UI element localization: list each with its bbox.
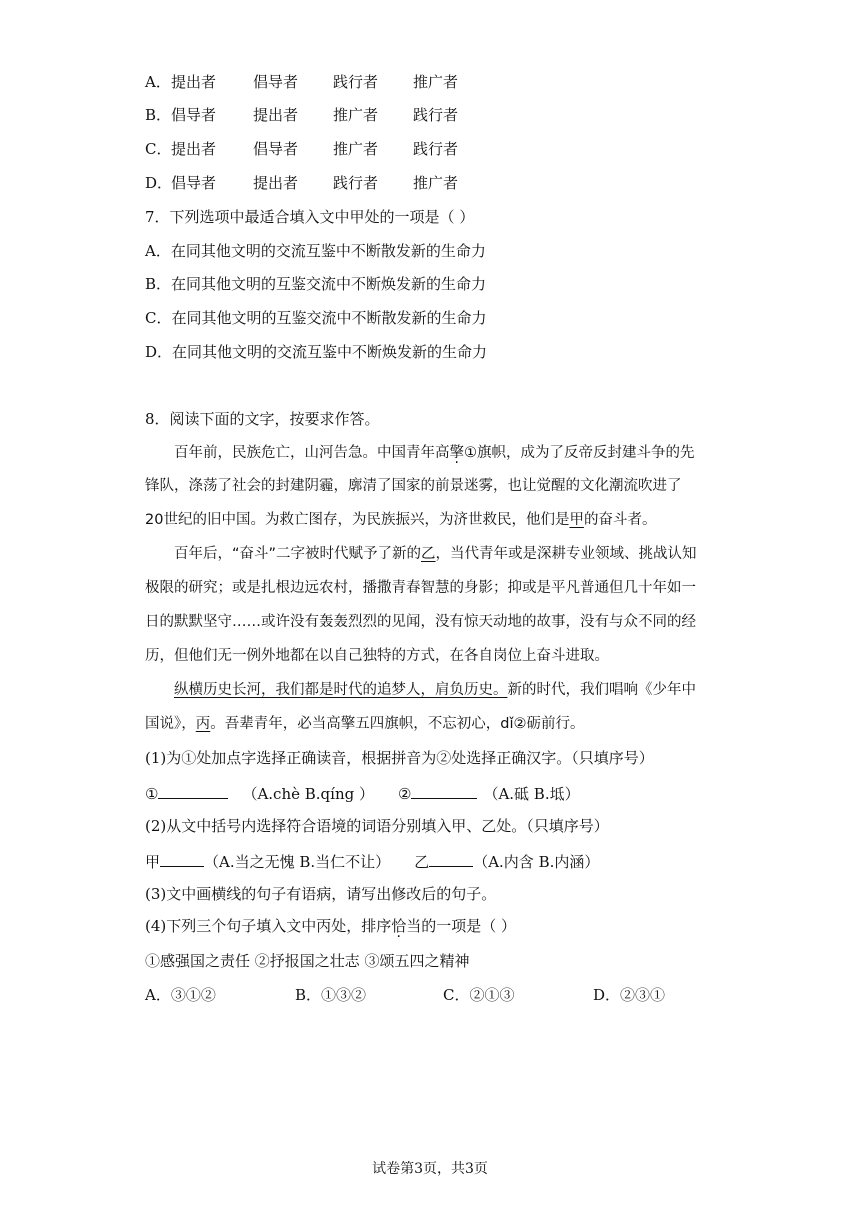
text: ，当代青年或是深耕专业领域、挑战认知 bbox=[435, 546, 697, 562]
option-word: 倡导者 bbox=[253, 140, 299, 158]
page-footer: 试卷第3页，共3页 bbox=[372, 1161, 488, 1177]
text: 20世纪的旧中国。为救亡图存，为民族振兴，为济世救民，他们是 bbox=[145, 512, 570, 528]
option-word: 践行者 bbox=[413, 106, 459, 124]
q7-stem: 7．下列选项中最适合填入文中甲处的一项是（ ） bbox=[145, 208, 475, 226]
q8-sub2: (2)从文中括号内选择符合语境的词语分别填入甲、乙处。（只填序号） bbox=[145, 817, 609, 835]
option-word: 提出者 bbox=[171, 73, 217, 91]
passage-p2-line4: 历，但他们无一例外地都在以自己独特的方式，在各自岗位上奋斗进取。 bbox=[145, 648, 609, 664]
q6-option-b bbox=[145, 105, 493, 125]
passage-p2-line3: 日的默默坚守……或许没有轰轰烈烈的见闻，没有惊天动地的故事，没有与众不同的经 bbox=[145, 614, 696, 630]
q7-option-c: C．在同其他文明的互鉴交流中不断散发新的生命力 bbox=[145, 309, 487, 327]
option-label: A． bbox=[145, 73, 171, 91]
passage-p2-line1 bbox=[174, 544, 746, 564]
answer-blank-yi[interactable] bbox=[429, 850, 473, 867]
text: 新的时代，我们唱响《少年中 bbox=[507, 682, 696, 698]
q8-sub4 bbox=[145, 916, 516, 936]
option-word: 倡导者 bbox=[171, 174, 217, 192]
option-word: 践行者 bbox=[333, 174, 379, 192]
text: 当的一项是（ ） bbox=[406, 917, 517, 935]
q6-option-a bbox=[145, 72, 493, 92]
answer-blank-2[interactable] bbox=[411, 782, 477, 799]
dotted-char: 恰 bbox=[391, 917, 407, 935]
option-a: A．③①② bbox=[145, 986, 216, 1004]
q8-sub3: (3)文中画横线的句子有语病，请写出修改后的句子。 bbox=[145, 885, 497, 903]
q8-sub2-answers bbox=[145, 850, 599, 872]
q8-stem: 8．阅读下面的文字，按要求作答。 bbox=[145, 410, 380, 428]
option-word: 提出者 bbox=[253, 106, 299, 124]
q7-option-b: B．在同其他文明的互鉴交流中不断焕发新的生命力 bbox=[145, 275, 487, 293]
passage-p2-line2: 极限的研究；或是扎根边远农村，播撒青春智慧的身影；抑或是平凡普通但几十年如一 bbox=[145, 580, 696, 596]
text: 百年后，“奋斗”二字被时代赋予了新的 bbox=[174, 546, 422, 562]
underlined-sentence: 纵横历史长河，我们都是时代的追梦人，肩负历史。 bbox=[174, 682, 508, 698]
text: 百年前，民族危亡，山河告急。中国青年高 bbox=[174, 445, 450, 461]
blank-yi: 乙 bbox=[421, 546, 436, 562]
option-d: D．②③① bbox=[593, 986, 666, 1004]
choices: （A.内含 B.内涵） bbox=[473, 853, 600, 871]
choices: （A.砥 B.坻） bbox=[483, 785, 580, 803]
option-b: B．①③② bbox=[295, 986, 367, 1004]
option-word: 践行者 bbox=[333, 73, 379, 91]
blank-label: ② bbox=[397, 785, 412, 803]
option-word: 推广者 bbox=[333, 140, 379, 158]
blank-label: ① bbox=[145, 785, 159, 803]
answer-blank-jia[interactable] bbox=[160, 850, 204, 867]
dotted-char: 擎 bbox=[449, 445, 464, 461]
passage-p1-line1 bbox=[174, 443, 746, 463]
blank-label: 甲 bbox=[145, 853, 161, 871]
blank-bing: 丙 bbox=[195, 716, 211, 732]
blank-jia: 甲 bbox=[569, 512, 584, 528]
q8-sub1-answers bbox=[145, 782, 580, 804]
option-c: C．②①③ bbox=[443, 986, 515, 1004]
option-word: 践行者 bbox=[413, 140, 459, 158]
text: 。吾辈青年，必当高擎五四旗帜，不忘初心，dǐ②砺前行。 bbox=[210, 716, 585, 732]
passage-p3-line2 bbox=[145, 714, 717, 734]
text: ①旗帜，成为了反帝反封建斗争的先 bbox=[464, 445, 695, 461]
q8-sub1: (1)为①处加点字选择正确读音，根据拼音为②处选择正确汉字。（只填序号） bbox=[145, 749, 654, 767]
q7-option-a: A．在同其他文明的交流互鉴中不断散发新的生命力 bbox=[145, 242, 486, 260]
text: (4)下列三个句子填入文中丙处，排序 bbox=[145, 917, 392, 935]
q7-option-d: D．在同其他文明的交流互鉴中不断焕发新的生命力 bbox=[145, 343, 488, 361]
option-word: 倡导者 bbox=[253, 73, 299, 91]
text: 国说》， bbox=[145, 716, 196, 732]
option-label: D． bbox=[145, 174, 173, 192]
option-label: B． bbox=[145, 106, 172, 124]
q6-option-d bbox=[145, 173, 493, 193]
option-word: 倡导者 bbox=[171, 106, 217, 124]
passage-p1-line3 bbox=[145, 510, 717, 530]
option-word: 提出者 bbox=[253, 174, 299, 192]
choices: （A.当之无愧 B.当仁不让） bbox=[204, 853, 391, 871]
option-word: 推广者 bbox=[413, 73, 459, 91]
option-label: C． bbox=[145, 140, 172, 158]
q6-option-c bbox=[145, 139, 493, 159]
option-word: 提出者 bbox=[171, 140, 217, 158]
passage-p3-line1 bbox=[174, 680, 746, 700]
blank-label: 乙 bbox=[414, 853, 430, 871]
passage-p1-line2: 锋队，涤荡了社会的封建阴霾，廓清了国家的前景迷雾，也让觉醒的文化潮流吹进了 bbox=[145, 478, 682, 494]
answer-blank-1[interactable] bbox=[158, 782, 228, 799]
option-word: 推广者 bbox=[333, 106, 379, 124]
q8-sub4-items: ①感强国之责任 ②抒报国之壮志 ③颂五四之精神 bbox=[145, 952, 470, 970]
option-word: 推广者 bbox=[413, 174, 459, 192]
text: 的奋斗者。 bbox=[583, 512, 657, 528]
q8-sub4-options bbox=[145, 985, 665, 1005]
choices: （A.chè B.qíng ） bbox=[242, 785, 374, 803]
